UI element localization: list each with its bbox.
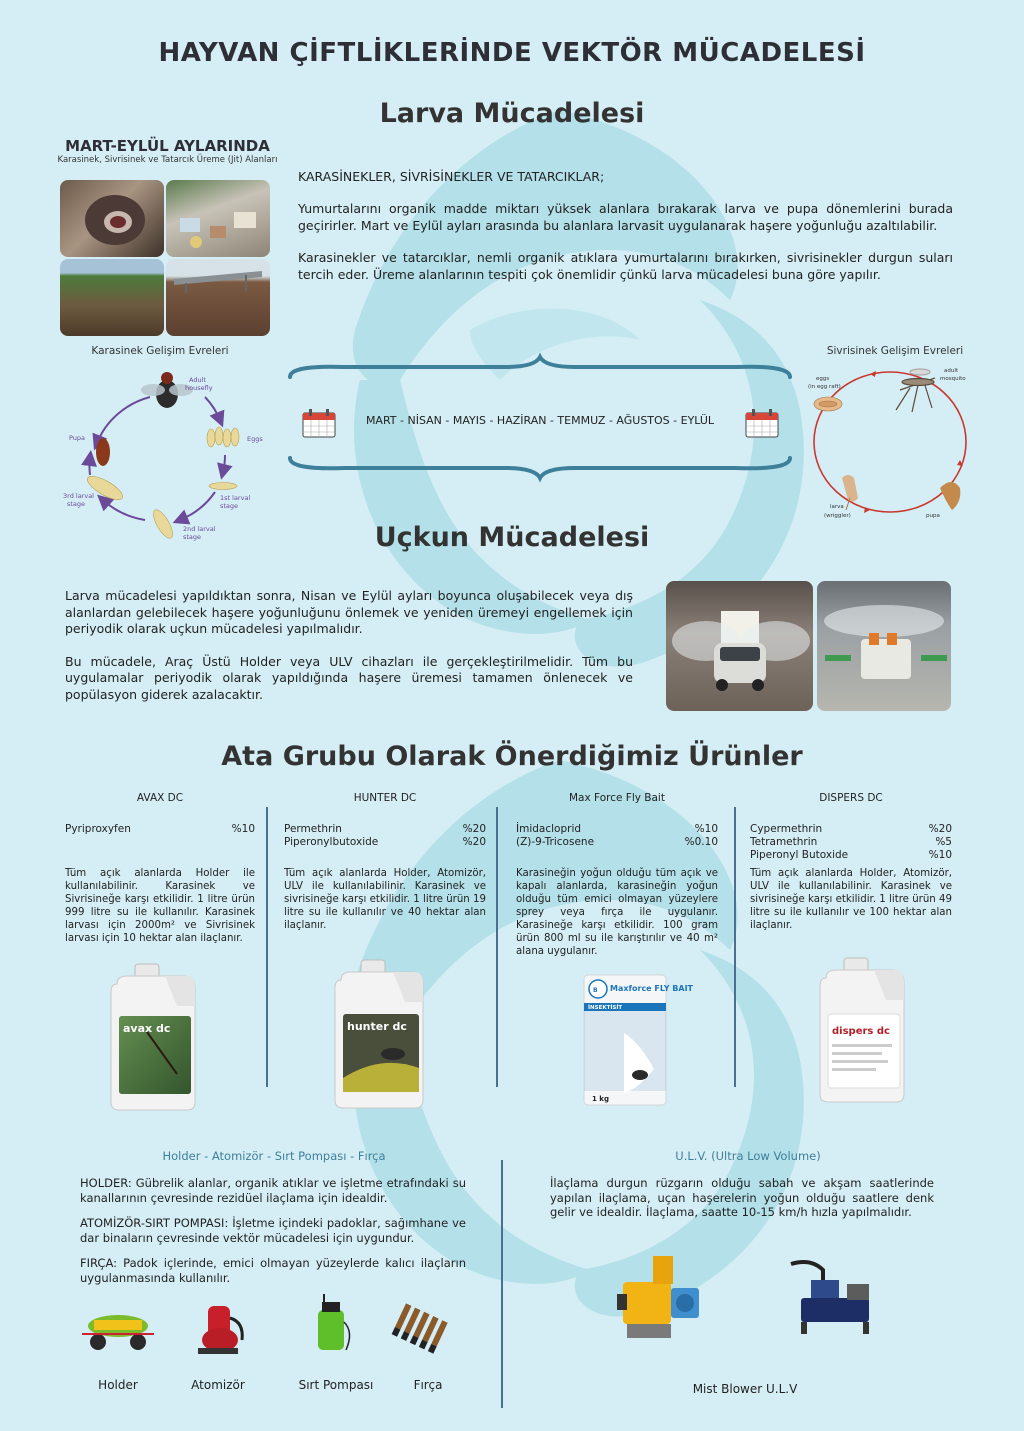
larva-paragraph-1: Yumurtalarını organik madde miktarı yüksek alanlara bırakarak larva ve pupa dönemlerini burada geçirirler. Mart ve Eylül ayları arasında bu alanlara larvasit uygulanarak haşere yoğunluğu azaltılabilir.	[298, 201, 953, 233]
product-divider-1	[266, 807, 268, 1087]
uckun-paragraph-2: Bu mücadele, Araç Üstü Holder veya ULV cihazları ile gerçekleştirilmelidir. Tüm bu uygulamalar periyodik olarak yapıldığında haşere üremesi tamamen önlenecek ve popülasyon giderek azalacaktır.	[65, 653, 633, 702]
stage-pupa-label: Pupa	[69, 434, 86, 442]
mosquito-eggs-icon	[814, 397, 842, 411]
eggs-icon	[207, 427, 239, 447]
larva-1-icon	[209, 483, 237, 490]
product-card-dispers	[750, 792, 952, 931]
product-name: Max Force Fly Bait	[569, 792, 665, 804]
equipment-left-title: Holder - Atomizör - Sırt Pompası - Fırça	[162, 1149, 386, 1163]
avax-bottle-image	[107, 962, 203, 1112]
breeding-photo-4	[166, 259, 270, 336]
mosq-pupa-label: pupa	[926, 513, 940, 519]
stage-larva3-label: 3rd larval	[63, 492, 94, 500]
svg-text:stage: stage	[220, 502, 239, 510]
ingredient-row: Piperonyl Butoxide %10	[750, 849, 952, 861]
stage-eggs-label: Eggs	[247, 435, 263, 443]
ingredient-row: (Z)-9-Tricosene %0.10	[516, 836, 718, 848]
ingredient-row: İmidacloprid %10	[516, 823, 718, 835]
dispers-bottle-image	[816, 956, 912, 1104]
mosq-adult-label: adult	[944, 368, 959, 374]
mosquito-lifecycle-diagram	[800, 360, 990, 530]
pupa-icon	[96, 438, 110, 466]
mist-blower-yellow-image	[615, 1252, 707, 1342]
ingredient-row: Pyriproxyfen %10	[65, 823, 255, 835]
svg-text:mosquito: mosquito	[940, 376, 966, 382]
mist-blower-label: Mist Blower U.L.V	[692, 1382, 798, 1396]
hunter-bottle-image	[331, 958, 431, 1110]
mist-blower-blue-image	[787, 1258, 883, 1338]
product-name: HUNTER DC	[353, 792, 417, 804]
holder-sprayer-icon	[80, 1300, 156, 1356]
product-name: DISPERS DC	[819, 792, 883, 804]
calendar-icon-right	[744, 407, 780, 439]
bag-sub: İNSEKTİSİT	[588, 1005, 623, 1011]
breeding-photo-1	[60, 180, 164, 257]
larva-heading: Larva Mücadelesi	[379, 98, 645, 129]
ulv-title: U.L.V. (Ultra Low Volume)	[675, 1149, 821, 1163]
product-divider-3	[734, 807, 736, 1087]
stage-adult-label: Adult	[189, 376, 206, 384]
larva-text	[298, 169, 953, 283]
bottle-label: hunter dc	[347, 1020, 407, 1033]
maxforce-bag-image	[582, 973, 694, 1107]
stage-larva2-label: 2nd larval	[183, 525, 216, 533]
bottle-label: dispers dc	[832, 1026, 890, 1037]
products-heading: Ata Grubu Olarak Önerdiğimiz Ürünler	[221, 741, 803, 772]
tool-label-firca: Fırça	[413, 1378, 443, 1392]
tool-label-sirt-pompasi: Sırt Pompası	[298, 1378, 374, 1392]
mosquito-cycle-title: Sivrisinek Gelişim Evreleri	[826, 345, 964, 357]
bottle-label: avax dc	[123, 1022, 171, 1035]
ingredient-row: Cypermethrin %20	[750, 823, 952, 835]
atomizor-text: ATOMİZÖR-SIRT POMPASI: İşletme içindeki padoklar, sağımhane ve dar binaların çevresinde vektör mücadelesi için uygundur.	[80, 1216, 466, 1245]
month-list: MART - NİSAN - MAYIS - HAZİRAN - TEMMUZ - AĞUSTOS - EYLÜL	[365, 414, 715, 427]
tool-label-atomizor: Atomizör	[191, 1378, 245, 1392]
product-description: Tüm açık alanlarda Holder, Atomizör, ULV ile kullanılabilinir. Karasinek ve sivrisineğe karşı etkilidir. 1 litre ürün 49 litre su ile kullanılır ve 100 hektar alan ilaçlanır.	[750, 868, 952, 931]
season-title: MART-EYLÜL AYLARINDA	[65, 137, 270, 155]
svg-text:housefly: housefly	[185, 384, 213, 392]
mosq-larva-label: larva	[830, 504, 844, 510]
equipment-left-text	[80, 1176, 466, 1285]
uckun-paragraph-1: Larva mücadelesi yapıldıktan sonra, Nisan ve Eylül ayları boyunca oluşabilecek veya dış alanlardan gelebilecek haşere yoğunluğunu önlemek ve yeniden üremeyi engellemek için periyodik olarak uçkun mücadelesi yapılmalıdır.	[65, 588, 633, 636]
ulv-text: İlaçlama durgun rüzgarın olduğu sabah ve akşam saatlerinde yapılan ilaçlama, uçan haşerelerin yoğun olduğu saatlere denk gelir ve idealdir. İlaçlama, saatte 10-15 km/h hızla yapılmalıdır.	[550, 1176, 934, 1219]
svg-text:(wriggler): (wriggler)	[824, 513, 851, 519]
tool-label-holder: Holder	[98, 1378, 138, 1392]
bag-weight: 1 kg	[592, 1095, 609, 1103]
mosq-eggs-label: eggs	[816, 376, 830, 382]
backpack-sprayer-icon	[310, 1292, 356, 1356]
breeding-photo-2	[166, 180, 270, 257]
svg-text:B: B	[593, 987, 598, 994]
uckun-heading: Uçkun Mücadelesi	[374, 522, 650, 553]
product-name: AVAX DC	[136, 792, 184, 804]
product-description: Tüm açık alanlarda Holder ile kullanılabilinir. Karasinek ve Sivrisineğe karşı etkilidir. 1 litre ürün 999 litre su ile kullanılır. Karasinek larvası için 2000m² ve Sivrisinek larvası için 10 hektar alan ilaçlanır.	[65, 868, 255, 944]
fogging-photo-1	[666, 581, 813, 711]
season-box	[50, 137, 285, 166]
svg-text:stage: stage	[67, 500, 86, 508]
product-card-maxforce	[516, 792, 718, 957]
fly-cycle-title: Karasinek Gelişim Evreleri	[91, 345, 229, 357]
product-card-avax	[65, 792, 255, 944]
equipment-divider	[501, 1160, 503, 1408]
holder-text: HOLDER: Gübrelik alanlar, organik atıklar ve işletme etrafındaki su kanallarının çevresinde rezidüel ilaçlama için idealdir.	[80, 1176, 466, 1205]
firca-text: FIRÇA: Padok içlerinde, emici olmayan yüzeylerde kalıcı ilaçların uygulanmasında kullanılır.	[80, 1256, 466, 1285]
page-title: HAYVAN ÇİFTLİKLERİNDE VEKTÖR MÜCADELESİ	[158, 38, 866, 68]
ingredient-row: Tetramethrin %5	[750, 836, 952, 848]
svg-text:stage: stage	[183, 533, 202, 541]
svg-text:(in egg raft): (in egg raft)	[808, 384, 841, 390]
larva-paragraph-2: Karasinekler ve tatarcıklar, nemli organik atıklara yumurtalarını bırakırken, sivrisinekler durgun suları tercih eder. Üreme alanlarının tespiti çok önemlidir çünkü larva mücadelesi buna göre yapılır.	[298, 250, 953, 282]
uckun-text	[65, 588, 633, 703]
paint-brush-icon	[393, 1304, 449, 1352]
fly-lifecycle-diagram	[55, 360, 275, 545]
bag-label: Maxforce FLY BAIT	[610, 984, 694, 993]
breeding-photo-3	[60, 259, 164, 336]
larva-intro: KARASİNEKLER, SİVRİSİNEKLER VE TATARCIKLAR;	[298, 169, 605, 184]
product-card-hunter	[284, 792, 486, 931]
fogging-photo-2	[817, 581, 951, 711]
season-subtitle: Karasinek, Sivrisinek ve Tatarcık Üreme (Jit) Alanları	[57, 155, 278, 165]
mosquito-pupa-icon	[940, 482, 960, 510]
stage-larva1-label: 1st larval	[220, 494, 251, 502]
atomizer-icon	[190, 1296, 246, 1360]
product-description: Karasineğin yoğun olduğu tüm açık ve kapalı alanlarda, karasineğin yoğun olduğu tüm emici olmayan yüzeylere sprey veya fırça ile uygulanır. Karasineğe karşı etkilidir. 100 gram ürün 800 ml su ile karıştırılır ve 40 m² alana uygulanır.	[516, 868, 718, 957]
ingredient-row: Permethrin %20	[284, 823, 486, 835]
calendar-icon-left	[301, 407, 337, 439]
product-divider-2	[496, 807, 498, 1087]
product-description: Tüm açık alanlarda Holder, Atomizör, ULV ile kullanılabilinir. Karasinek ve sivrisineğe karşı etkilidir. 1 litre ürün 19 litre su ile kullanılır ve 40 hektar alan ilaçlanır.	[284, 868, 486, 931]
ingredient-row: Piperonylbutoxide %20	[284, 836, 486, 848]
